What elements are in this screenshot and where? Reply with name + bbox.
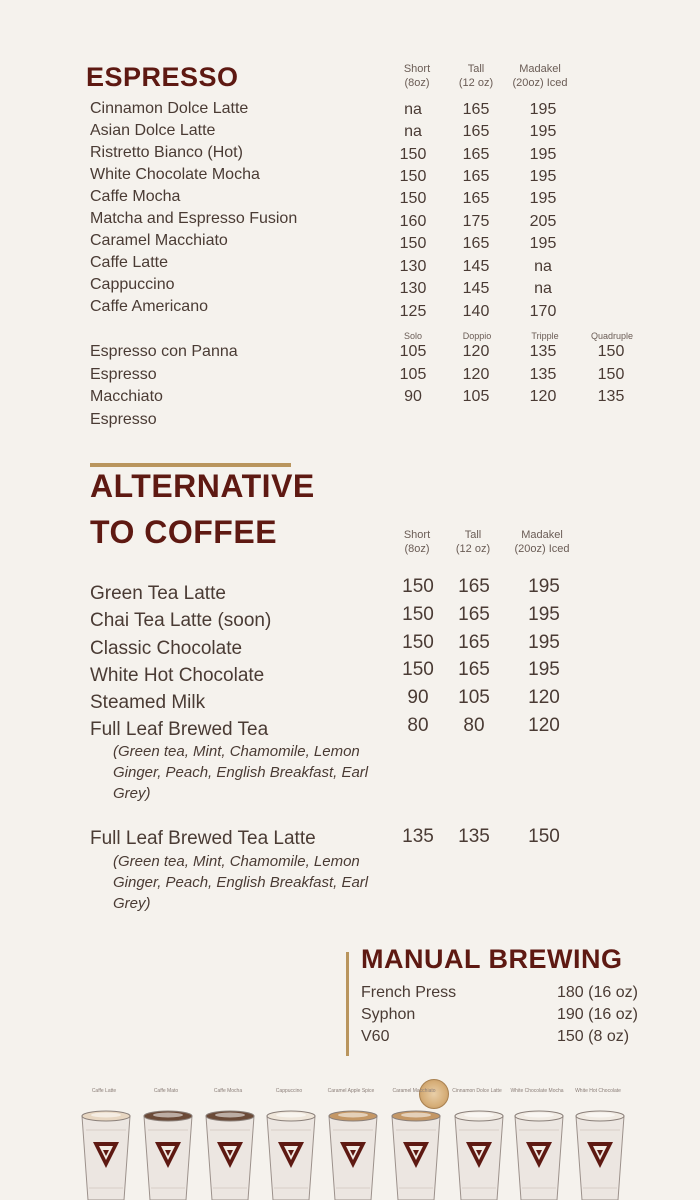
espresso-title: ESPRESSO	[86, 62, 239, 92]
brew-method-price: 190 (16 oz)	[557, 1006, 638, 1023]
cup-label: Caramel Apple Spice	[327, 1088, 375, 1094]
cup-illustration	[74, 1086, 134, 1200]
price-short: 135	[402, 826, 434, 847]
shot-col-solo: Solo	[403, 331, 422, 341]
cup-label: Caffe Mocha	[213, 1088, 243, 1094]
price-tall: 165	[458, 576, 490, 597]
col-size: (20oz) Iced	[512, 77, 568, 89]
coffee-cup-icon	[327, 1110, 379, 1200]
price-doppio: 120	[462, 343, 490, 360]
menu-item-name: Cinnamon Dolce Latte	[90, 100, 249, 117]
price-tall: 165	[462, 190, 490, 207]
price-short: 150	[402, 632, 434, 653]
price-quadruple: 150	[597, 366, 625, 383]
cup-label: Caramel Macchiato	[392, 1088, 436, 1094]
price-madakel: 120	[528, 715, 560, 736]
menu-item-name: Full Leaf Brewed Tea	[90, 719, 269, 740]
price-solo: 105	[399, 343, 427, 360]
price-madakel: 195	[529, 146, 557, 163]
price-short: 130	[399, 280, 427, 297]
manual-brewing-bar	[346, 952, 349, 1056]
price-short: 90	[407, 687, 429, 708]
cup-illustration	[136, 1086, 196, 1200]
coffee-cup-icon	[574, 1110, 626, 1200]
col-size: (8oz)	[404, 543, 430, 555]
menu-item-name: Steamed Milk	[90, 692, 206, 713]
price-tall: 145	[462, 280, 490, 297]
cup-illustration	[507, 1086, 567, 1200]
espresso-col-madakel	[500, 62, 580, 90]
menu-item-name: Ristretto Bianco (Hot)	[90, 144, 243, 161]
col-label: Tall	[464, 529, 482, 541]
tea-flavors-note: (Green tea, Mint, Chamomile, Lemon Ginger, Peach, English Breakfast, Earl Grey)	[113, 743, 369, 802]
shot-col-doppio: Doppio	[462, 331, 492, 341]
price-tall: 165	[462, 101, 490, 118]
col-size: (12 oz)	[455, 543, 491, 555]
price-tall: 165	[462, 235, 490, 252]
price-madakel: 120	[528, 687, 560, 708]
menu-item-name: Macchiato	[90, 388, 163, 405]
price-short: 125	[399, 303, 427, 320]
menu-item-name: Green Tea Latte	[90, 583, 226, 604]
col-label: Madakel	[521, 529, 563, 541]
shot-col-quadruple: Quadruple	[590, 331, 634, 341]
menu-item-name: Matcha and Espresso Fusion	[90, 210, 298, 227]
coffee-cup-icon	[80, 1110, 132, 1200]
price-tall: 175	[462, 213, 490, 230]
price-short: 150	[399, 190, 427, 207]
col-label: Madakel	[519, 63, 561, 75]
coffee-cup-icon	[513, 1110, 565, 1200]
price-quadruple: 150	[597, 343, 625, 360]
price-tripple: 135	[529, 366, 557, 383]
price-doppio: 105	[462, 388, 490, 405]
cup-label: White Hot Chocolate	[575, 1088, 621, 1094]
cup-label: Cinnamon Dolce Latte	[452, 1088, 502, 1094]
price-quadruple: 135	[597, 388, 625, 405]
brew-method-name: V60	[361, 1028, 390, 1045]
col-size: (8oz)	[404, 77, 430, 89]
price-tall: 165	[462, 168, 490, 185]
coffee-cup-icon	[142, 1110, 194, 1200]
price-short: 150	[399, 168, 427, 185]
price-tall: 145	[462, 258, 490, 275]
cup-label: Cappuccino	[275, 1088, 303, 1094]
brew-method-price: 150 (8 oz)	[557, 1028, 630, 1045]
price-short: 80	[407, 715, 429, 736]
menu-item-name: Caramel Macchiato	[90, 232, 228, 249]
cups-illustration-row	[66, 1086, 636, 1200]
col-label: Tall	[467, 63, 485, 75]
alt-col-tall	[433, 528, 513, 556]
price-madakel: 170	[529, 303, 557, 320]
price-madakel: 205	[529, 213, 557, 230]
price-tall: 80	[463, 715, 485, 736]
price-tall: 140	[462, 303, 490, 320]
price-madakel: 195	[528, 659, 560, 680]
cup-illustration	[321, 1086, 381, 1200]
price-madakel: na	[534, 280, 552, 297]
price-short: 150	[399, 146, 427, 163]
cup-illustration	[447, 1086, 507, 1200]
price-short: 130	[399, 258, 427, 275]
cup-label: Caffe Mato	[153, 1088, 179, 1094]
col-label: Short	[403, 63, 431, 75]
brew-method-name: French Press	[361, 984, 457, 1001]
brew-method-price: 180 (16 oz)	[557, 984, 638, 1001]
menu-item-name: Full Leaf Brewed Tea Latte	[90, 828, 316, 849]
menu-item-name: Espresso	[90, 366, 157, 383]
menu-item-name: White Hot Chocolate	[90, 665, 265, 686]
alternative-title-line2: TO COFFEE	[90, 514, 278, 550]
price-tall: 135	[458, 826, 490, 847]
price-tall: 165	[458, 659, 490, 680]
price-tall: 165	[458, 632, 490, 653]
price-tall: 105	[458, 687, 490, 708]
cup-illustration	[198, 1086, 258, 1200]
shot-col-tripple: Tripple	[531, 331, 559, 341]
cup-label: Caffe Latte	[91, 1088, 117, 1094]
coffee-cup-icon	[265, 1110, 317, 1200]
coffee-cup-icon	[453, 1110, 505, 1200]
col-label: Short	[403, 529, 431, 541]
coffee-cup-icon	[390, 1110, 442, 1200]
price-tall: 165	[462, 123, 490, 140]
price-madakel: na	[534, 258, 552, 275]
price-tripple: 135	[529, 343, 557, 360]
menu-item-name: Espresso con Panna	[90, 343, 238, 360]
price-tripple: 120	[529, 388, 557, 405]
cup-label: White Chocolate Mocha	[510, 1088, 564, 1094]
price-short: 150	[402, 659, 434, 680]
menu-item-name: Caffe Mocha	[90, 188, 181, 205]
price-madakel: 195	[529, 101, 557, 118]
price-madakel: 195	[528, 604, 560, 625]
price-madakel: 195	[529, 235, 557, 252]
menu-item-name: Asian Dolce Latte	[90, 122, 216, 139]
price-madakel: 150	[528, 826, 560, 847]
price-tall: 165	[458, 604, 490, 625]
cup-illustration	[259, 1086, 319, 1200]
col-size: (20oz) Iced	[514, 543, 570, 555]
menu-item-name: Classic Chocolate	[90, 638, 243, 659]
brew-method-name: Syphon	[361, 1006, 416, 1023]
price-doppio: 120	[462, 366, 490, 383]
tea-latte-flavors-note: (Green tea, Mint, Chamomile, Lemon Ginger, Peach, English Breakfast, Earl Grey)	[113, 853, 369, 912]
col-size: (12 oz)	[458, 77, 494, 89]
menu-item-name: Chai Tea Latte (soon)	[90, 610, 272, 631]
price-solo: 90	[404, 388, 422, 405]
manual-brewing-title: MANUAL BREWING	[361, 944, 623, 974]
price-solo: 105	[399, 366, 427, 383]
price-short: 150	[402, 604, 434, 625]
alt-col-madakel	[502, 528, 582, 556]
cup-illustration	[568, 1086, 628, 1200]
menu-item-name: Cappuccino	[90, 276, 175, 293]
menu-item-name: Caffe Latte	[90, 254, 168, 271]
price-madakel: 195	[529, 123, 557, 140]
price-madakel: 195	[529, 190, 557, 207]
menu-item-name: Caffe Americano	[90, 298, 208, 315]
cup-illustration	[384, 1086, 444, 1200]
menu-item-name: White Chocolate Mocha	[90, 166, 260, 183]
price-tall: 165	[462, 146, 490, 163]
coffee-cup-icon	[204, 1110, 256, 1200]
price-short: na	[404, 101, 422, 118]
price-madakel: 195	[528, 632, 560, 653]
price-madakel: 195	[528, 576, 560, 597]
alternative-title-line1: ALTERNATIVE	[90, 468, 315, 504]
menu-item-name: Espresso	[90, 411, 157, 428]
section-divider	[90, 463, 291, 467]
price-madakel: 195	[529, 168, 557, 185]
price-short: 150	[402, 576, 434, 597]
price-short: 150	[399, 235, 427, 252]
price-short: na	[404, 123, 422, 140]
price-short: 160	[399, 213, 427, 230]
